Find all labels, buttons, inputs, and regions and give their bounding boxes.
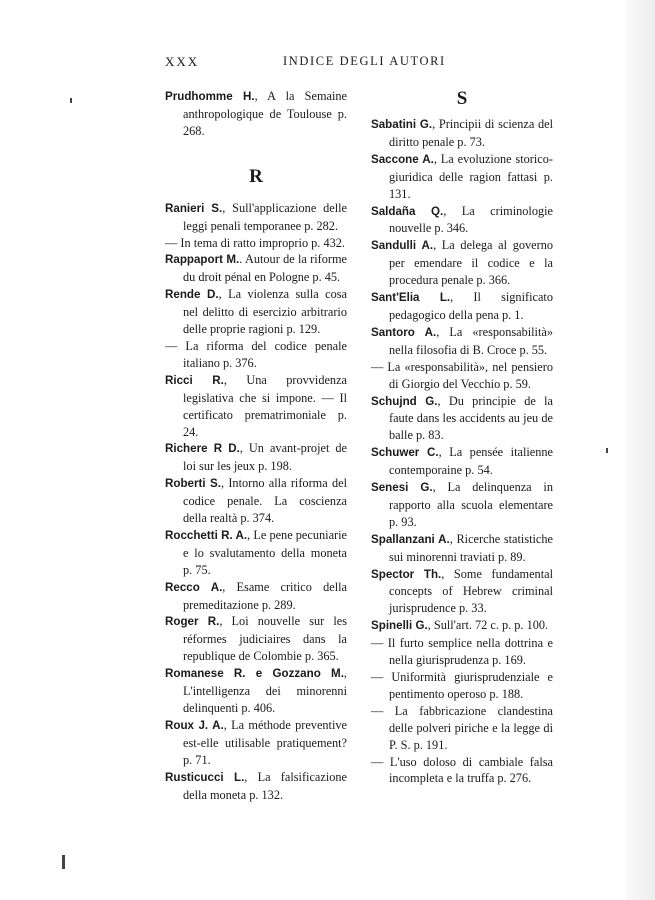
entry-text: . Autour de la riforme du droit pénal en Pologne p. 45. xyxy=(183,252,347,285)
entry-text: — La «responsabilità», nel pensiero di Giorgio del Vecchio p. 59. xyxy=(371,359,553,391)
entry-text: — Uniformità giurisprudenziale e pentimento operoso p. 188. xyxy=(371,670,553,701)
entry-text: , Sull'applicazione delle leggi penali temporanee p. 282. xyxy=(183,200,348,233)
entry-text: , Du principie de la faute dans les accidents au jeu de balle p. 83. xyxy=(389,393,553,443)
entry-text: — La riforma del codice penale italiano p. 376. xyxy=(165,338,347,370)
entry-text: , L'intelligenza dei minorenni delinquenti p. 406. xyxy=(183,666,347,715)
index-entry xyxy=(371,324,553,359)
index-entry xyxy=(165,579,347,614)
index-entry xyxy=(371,203,553,238)
author-name: Schujnd G. xyxy=(371,394,438,408)
entry-text: — La fabbricazione clandestina delle polveri piriche e la legge di P. S. p. 191. xyxy=(371,703,553,752)
index-entry xyxy=(165,200,347,235)
index-entry xyxy=(371,531,553,566)
entry-text: , Principii di scienza del diritto penale p. 73. xyxy=(389,117,554,149)
entry-text: , Le pene pecuniarie e lo svalutamento della moneta p. 75. xyxy=(183,527,347,577)
author-name: Roux J. A. xyxy=(165,718,224,732)
entry-text: , La delega al governo per emendare il codice e la procedura penale p. 366. xyxy=(389,238,553,288)
left-column xyxy=(165,88,347,803)
index-entry xyxy=(165,665,347,717)
index-entry xyxy=(165,251,347,286)
entry-text: , Un avant-projet de loi sur les jeux p. 198. xyxy=(183,441,347,474)
entry-text: , Loi nouvelle sur les réformes judiciaires dans la republique de Colombie p. 365. xyxy=(183,614,348,664)
page-edge-shadow xyxy=(625,0,655,900)
scan-speck xyxy=(606,448,608,453)
author-name: Saldaña Q. xyxy=(371,204,444,218)
author-name: Spinelli G. xyxy=(371,619,428,633)
entry-text: , La violenza sulla cosa nel delitto di esercizio arbitrario delle proprie ragioni p. 129. xyxy=(183,287,347,337)
author-name: Senesi G. xyxy=(371,481,433,495)
author-name: Sant'Elia L. xyxy=(371,291,451,305)
author-name: Rusticucci L. xyxy=(165,770,245,784)
right-column xyxy=(371,88,553,787)
author-name: Ricci R. xyxy=(165,373,224,387)
index-entry xyxy=(165,527,347,579)
author-name: Romanese R. e Gozzano M. xyxy=(165,667,344,681)
entry-text: , Some fundamental concepts of Hebrew criminal jurisprudence p. 33. xyxy=(389,566,553,616)
index-entry xyxy=(371,669,553,703)
index-entry xyxy=(371,754,553,788)
entry-text: — L'uso doloso di cambiale falsa incompleta e la truffa p. 276. xyxy=(371,754,553,786)
entry-text: , Esame critico della premeditazione p. 289. xyxy=(183,579,347,612)
scan-speck xyxy=(62,855,65,869)
index-entry xyxy=(165,613,347,665)
page-header xyxy=(165,54,450,74)
author-name: Ranieri S. xyxy=(165,201,223,215)
entry-text: , La evoluzione storico-giuridica delle ragion fattasi p. 131. xyxy=(389,151,553,201)
author-name: Spallanzani A. xyxy=(371,532,450,546)
index-entry xyxy=(165,88,347,140)
entry-text: , La «responsabilità» nella filosofia di B. Croce p. 55. xyxy=(389,324,554,357)
author-name: Sabatini G. xyxy=(371,118,433,131)
entry-list-s xyxy=(371,116,553,787)
index-entry xyxy=(165,717,347,769)
index-entry xyxy=(165,235,347,252)
index-entry xyxy=(371,116,553,151)
scan-speck xyxy=(70,98,72,103)
index-entry xyxy=(371,566,553,618)
index-entry xyxy=(165,440,347,475)
index-entry xyxy=(165,338,347,372)
author-name: Santoro A. xyxy=(371,325,437,339)
index-entry xyxy=(371,237,553,289)
author-name: Sandulli A. xyxy=(371,239,434,253)
entry-text: , Ricerche statistiche sui minorenni traviati p. 89. xyxy=(389,531,553,564)
entry-text: , La delinquenza in rapporto alla scuola elementare p. 93. xyxy=(389,480,553,529)
author-name: Spector Th. xyxy=(371,567,442,581)
index-entry xyxy=(371,151,553,203)
page-number: XXX xyxy=(165,54,200,69)
entry-list-r xyxy=(165,200,347,804)
entry-text: , La falsificazione della moneta p. 132. xyxy=(183,769,347,802)
author-name: Schuwer C. xyxy=(371,446,439,460)
author-name: Recco A. xyxy=(165,580,223,594)
index-entry xyxy=(371,617,553,635)
entry-text: , La méthode preventive est-elle utilisable pratiquement? p. 71. xyxy=(183,717,347,767)
index-entry xyxy=(165,372,347,441)
author-name: Roberti S. xyxy=(165,477,221,491)
index-entry xyxy=(371,479,553,531)
entry-text: — In tema di ratto improprio p. 432. xyxy=(165,235,345,250)
author-name: Richere R D. xyxy=(165,442,240,456)
entry-text: — Il furto semplice nella dottrina e nella giurisprudenza p. 169. xyxy=(371,636,553,668)
entry-text: , Sull'art. 72 c. p. p. 100. xyxy=(427,618,549,633)
index-entry xyxy=(165,769,347,804)
index-entry xyxy=(165,475,347,527)
entry-text: , La criminologie nouvelle p. 346. xyxy=(389,203,554,236)
index-entry xyxy=(371,703,553,754)
entry-text: , Intorno alla riforma del codice penale. La coscienza della realtà p. 374. xyxy=(183,476,347,526)
author-name: Rappaport M. xyxy=(165,253,240,267)
index-entry xyxy=(371,359,553,393)
author-name: Rocchetti R. A. xyxy=(165,528,248,542)
index-entry xyxy=(371,393,553,445)
entry-text: , La pensée italienne contemporaine p. 54. xyxy=(389,445,554,478)
index-entry xyxy=(165,286,347,338)
author-name: Roger R. xyxy=(165,615,220,629)
index-entry xyxy=(371,635,553,669)
section-letter-s: S xyxy=(456,88,468,109)
index-entry xyxy=(371,289,553,324)
entry-text: , A la Semaine anthropologique de Toulouse p. 268. xyxy=(183,89,347,138)
author-name: Saccone A. xyxy=(371,152,434,166)
entry-text: , Il significato pedagogico della pena p. 1. xyxy=(389,290,553,322)
index-entry xyxy=(371,444,553,479)
author-name: Prudhomme H. xyxy=(165,90,255,103)
running-title: INDICE DEGLI AUTORI xyxy=(283,54,446,68)
author-name: Rende D. xyxy=(165,288,219,302)
section-letter-r: R xyxy=(249,165,263,187)
entry-text: , Una provvidenza legislativa che si impone. — Il certificato prematrimoniale p. 24. xyxy=(183,372,347,439)
